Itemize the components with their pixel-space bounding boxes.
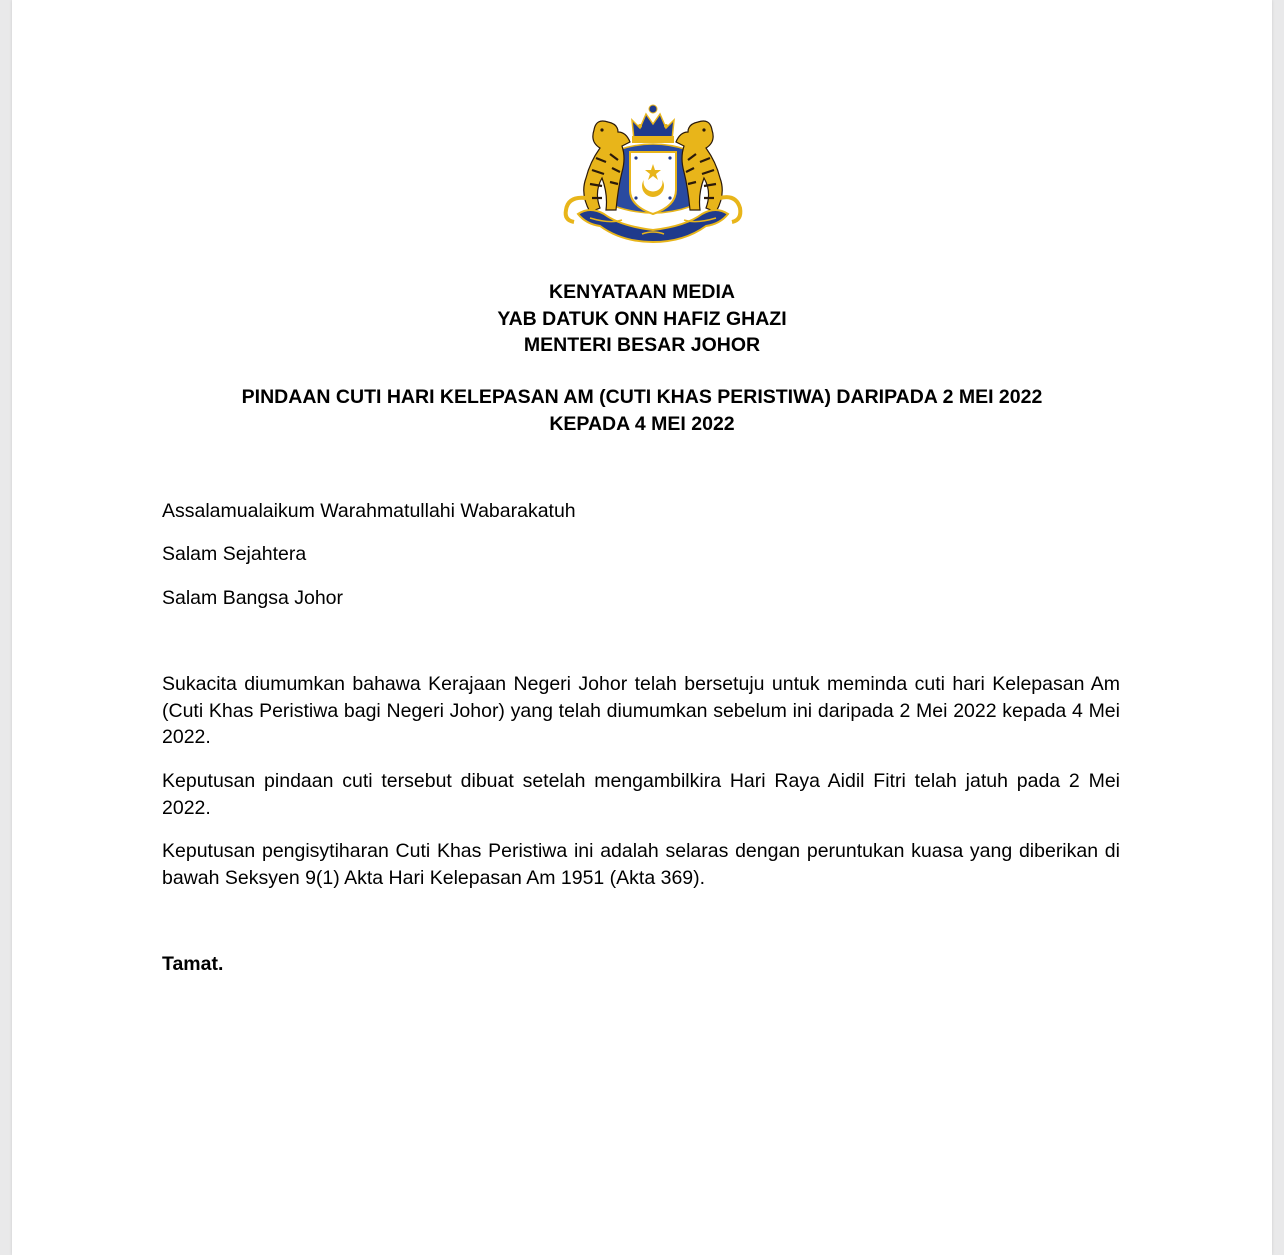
body-paragraph-1: Sukacita diumumkan bahawa Kerajaan Negeri Johor telah bersetuju untuk meminda cuti hari Kelepasan Am (Cuti Khas Peristiwa bagi Negeri Johor) yang telah diumumkan sebelum ini daripada 2 Mei 2022 kepada 4 Mei 2022. bbox=[162, 673, 1120, 748]
title-line-1: PINDAAN CUTI HARI KELEPASAN AM (CUTI KHAS PERISTIWA) DARIPADA 2 MEI 2022 bbox=[241, 386, 1043, 408]
closing-text: Tamat. bbox=[162, 953, 224, 975]
header-line-3: MENTERI BESAR JOHOR bbox=[523, 334, 761, 356]
statement-title bbox=[12, 384, 1272, 437]
body-paragraph-2: Keputusan pindaan cuti tersebut dibuat setelah mengambilkira Hari Raya Aidil Fitri telah jatuh pada 2 Mei 2022. bbox=[162, 770, 1120, 819]
title-line-2: KEPADA 4 MEI 2022 bbox=[549, 412, 735, 435]
media-statement-header bbox=[12, 279, 1272, 359]
greeting-1: Assalamualaikum Warahmatullahi Wabarakatuh bbox=[162, 500, 576, 522]
greeting-2: Salam Sejahtera bbox=[162, 543, 307, 565]
header-line-2: YAB DATUK ONN HAFIZ GHAZI bbox=[497, 307, 787, 330]
body-paragraph-3: Keputusan pengisytiharan Cuti Khas Peristiwa ini adalah selaras dengan peruntukan kuasa yang diberikan di bawah Seksyen 9(1) Akta Hari Kelepasan Am 1951 (Akta 369). bbox=[162, 840, 1120, 889]
johor-coat-of-arms-icon bbox=[560, 102, 746, 244]
header-line-1: KENYATAAN MEDIA bbox=[549, 281, 735, 303]
document-page bbox=[12, 0, 1272, 1255]
crown-icon bbox=[632, 105, 674, 143]
greeting-3: Salam Bangsa Johor bbox=[162, 587, 344, 609]
